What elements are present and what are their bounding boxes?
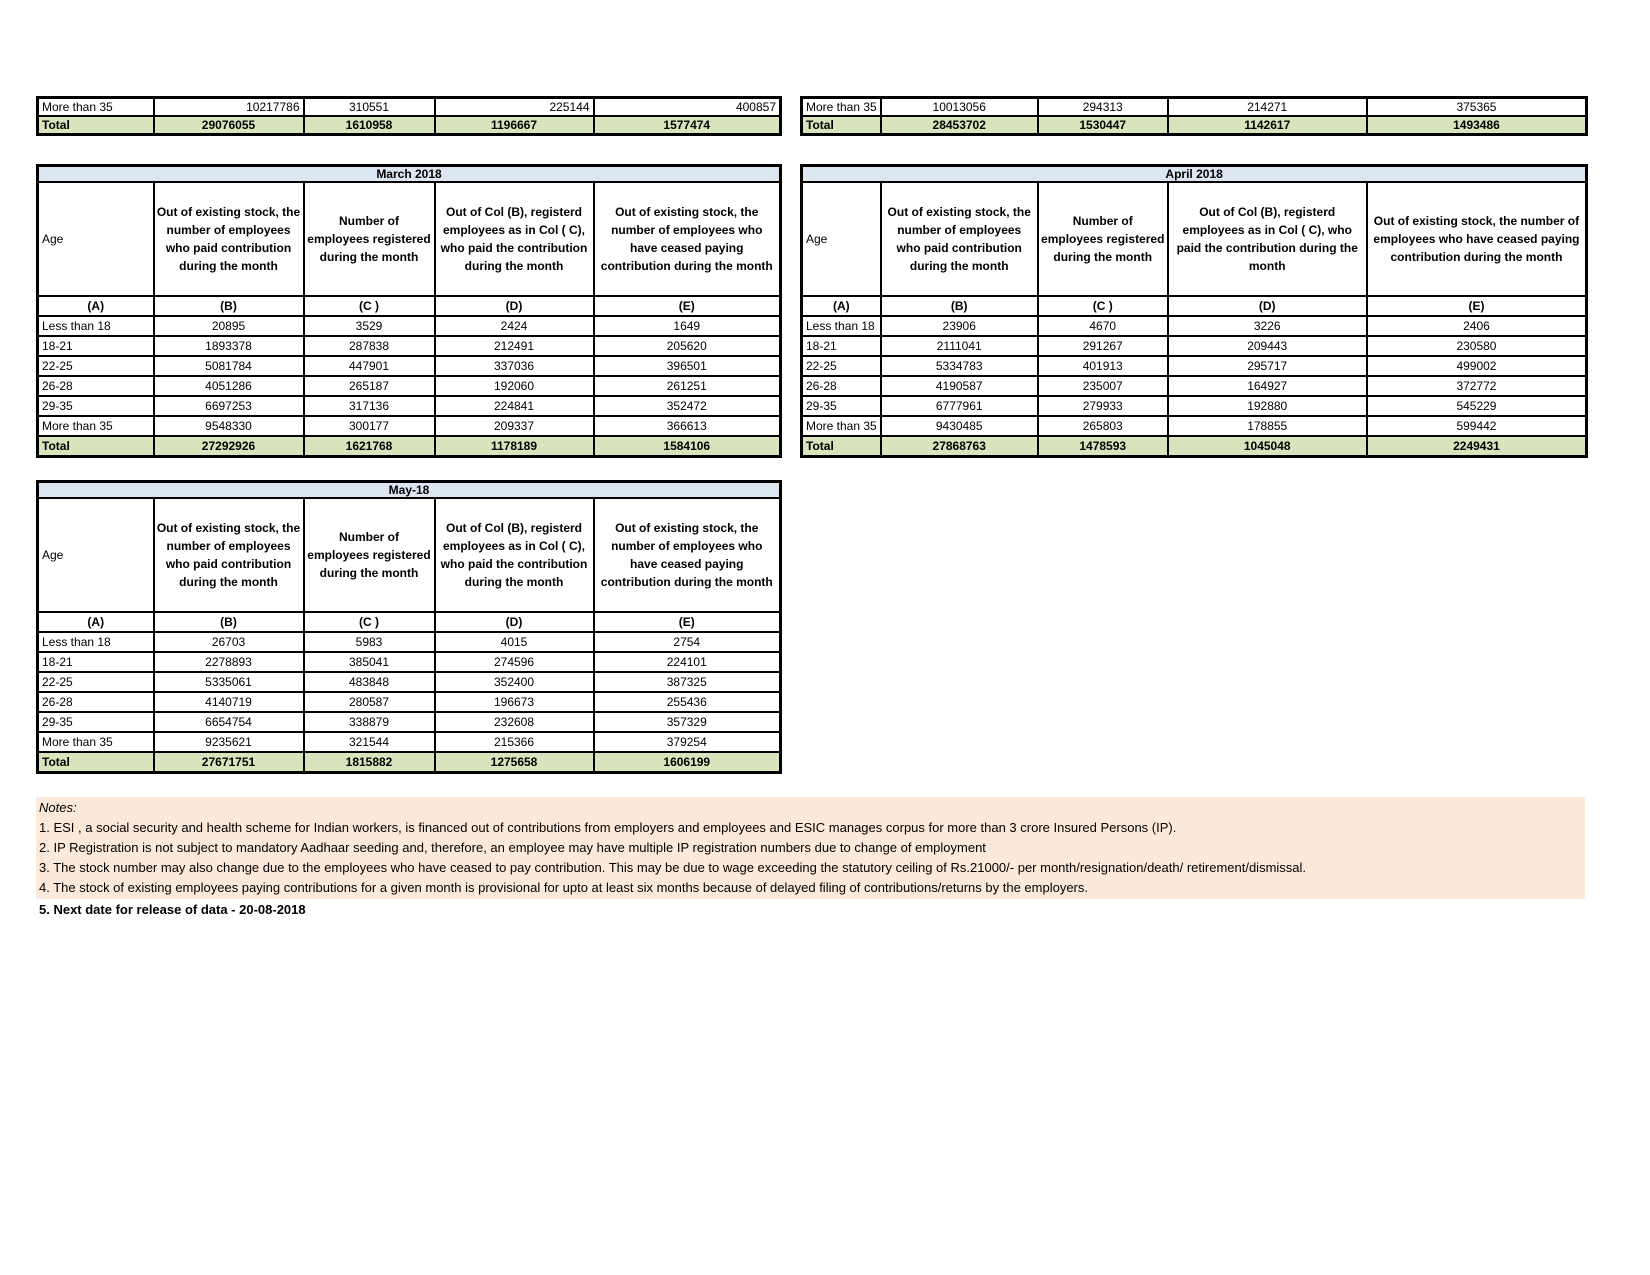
value-cell: 10013056 xyxy=(881,98,1038,117)
table-title-row xyxy=(802,166,1587,183)
column-letter: (C ) xyxy=(304,612,435,632)
column-header-c: Number of employees registered during the month xyxy=(304,182,435,296)
value-cell: 164927 xyxy=(1168,376,1367,396)
table-row xyxy=(38,632,781,652)
value-cell: 2754 xyxy=(594,632,781,652)
total-value: 1577474 xyxy=(594,116,781,135)
total-value: 27868763 xyxy=(881,436,1038,457)
value-cell: 2278893 xyxy=(154,652,304,672)
table-row xyxy=(38,336,781,356)
total-value: 1493486 xyxy=(1367,116,1587,135)
value-cell: 214271 xyxy=(1168,98,1367,117)
age-cell: 29-35 xyxy=(38,712,154,732)
total-row xyxy=(38,752,781,773)
total-value: 29076055 xyxy=(154,116,304,135)
value-cell: 178855 xyxy=(1168,416,1367,436)
value-cell: 291267 xyxy=(1038,336,1168,356)
table-title: March 2018 xyxy=(38,166,781,183)
table-row xyxy=(38,356,781,376)
table-title-row xyxy=(38,482,781,499)
value-cell: 385041 xyxy=(304,652,435,672)
value-cell: 396501 xyxy=(594,356,781,376)
value-cell: 3529 xyxy=(304,316,435,336)
column-letter: (C ) xyxy=(304,296,435,316)
value-cell: 23906 xyxy=(881,316,1038,336)
column-letter: (A) xyxy=(38,296,154,316)
age-cell: 22-25 xyxy=(38,356,154,376)
value-cell: 192880 xyxy=(1168,396,1367,416)
note-line-2: 2. IP Registration is not subject to mandatory Aadhaar seeding and, therefore, an employee may have multiple IP registration numbers due to change of employment xyxy=(39,840,986,855)
table-row xyxy=(802,396,1587,416)
column-header-age: Age xyxy=(38,498,154,612)
value-cell: 9548330 xyxy=(154,416,304,436)
total-value: 27292926 xyxy=(154,436,304,457)
note-line-4: 4. The stock of existing employees paying contributions for a given month is provisional for upto at least six months because of delayed filing of contributions/returns by the employers. xyxy=(39,880,1088,895)
value-cell: 599442 xyxy=(1367,416,1587,436)
column-letter: (E) xyxy=(594,612,781,632)
value-cell: 2406 xyxy=(1367,316,1587,336)
column-letter-row xyxy=(38,612,781,632)
age-cell: Less than 18 xyxy=(802,316,881,336)
age-cell: 22-25 xyxy=(802,356,881,376)
value-cell: 321544 xyxy=(304,732,435,752)
value-cell: 224841 xyxy=(435,396,594,416)
value-cell: 483848 xyxy=(304,672,435,692)
column-header-d: Out of Col (B), registerd employees as in Col ( C), who paid the contribution during the month xyxy=(1168,182,1367,296)
value-cell: 545229 xyxy=(1367,396,1587,416)
table-row xyxy=(802,356,1587,376)
column-header-e: Out of existing stock, the number of employees who have ceased paying contribution during the month xyxy=(594,498,781,612)
value-cell: 209443 xyxy=(1168,336,1367,356)
column-header-age: Age xyxy=(38,182,154,296)
total-label: Total xyxy=(802,436,881,457)
table-row xyxy=(38,672,781,692)
column-header-row xyxy=(802,182,1587,296)
total-row xyxy=(38,436,781,457)
table-row xyxy=(38,316,781,336)
column-letter: (D) xyxy=(1168,296,1367,316)
total-label: Total xyxy=(802,116,881,135)
total-label: Total xyxy=(38,116,154,135)
note-line-3: 3. The stock number may also change due to the employees who have ceased to pay contribution. This may be due to wage exceeding the statutory ceiling of Rs.21000/- per month/resignation/death/ retirement/dismissal. xyxy=(39,860,1307,875)
value-cell: 4670 xyxy=(1038,316,1168,336)
value-cell: 300177 xyxy=(304,416,435,436)
age-cell: More than 35 xyxy=(38,732,154,752)
value-cell: 274596 xyxy=(435,652,594,672)
value-cell: 447901 xyxy=(304,356,435,376)
column-header-b: Out of existing stock, the number of employees who paid contribution during the month xyxy=(154,182,304,296)
value-cell: 5335061 xyxy=(154,672,304,692)
total-value: 1045048 xyxy=(1168,436,1367,457)
value-cell: 295717 xyxy=(1168,356,1367,376)
value-cell: 372772 xyxy=(1367,376,1587,396)
column-header-b: Out of existing stock, the number of employees who paid contribution during the month xyxy=(154,498,304,612)
strip-table-right xyxy=(800,96,1588,136)
value-cell: 26703 xyxy=(154,632,304,652)
value-cell: 357329 xyxy=(594,712,781,732)
table-row xyxy=(38,98,781,117)
column-letter: (D) xyxy=(435,612,594,632)
value-cell: 310551 xyxy=(304,98,435,117)
notes-heading: Notes: xyxy=(39,800,77,815)
value-cell: 280587 xyxy=(304,692,435,712)
value-cell: 294313 xyxy=(1038,98,1168,117)
value-cell: 265803 xyxy=(1038,416,1168,436)
may-table xyxy=(36,480,782,774)
value-cell: 6777961 xyxy=(881,396,1038,416)
age-cell: Less than 18 xyxy=(38,316,154,336)
column-letter: (B) xyxy=(881,296,1038,316)
age-cell: 18-21 xyxy=(38,336,154,356)
value-cell: 20895 xyxy=(154,316,304,336)
value-cell: 261251 xyxy=(594,376,781,396)
table-row xyxy=(802,416,1587,436)
note-line-1: 1. ESI , a social security and health scheme for Indian workers, is financed out of contributions from employers and employees and ESIC manages corpus for more than 3 crore Insured Persons (IP). xyxy=(39,820,1177,835)
age-cell: 26-28 xyxy=(38,692,154,712)
value-cell: 4140719 xyxy=(154,692,304,712)
value-cell: 1893378 xyxy=(154,336,304,356)
table-row xyxy=(38,416,781,436)
total-value: 1621768 xyxy=(304,436,435,457)
total-value: 1530447 xyxy=(1038,116,1168,135)
age-cell: More than 35 xyxy=(802,416,881,436)
column-letter: (C ) xyxy=(1038,296,1168,316)
value-cell: 352472 xyxy=(594,396,781,416)
total-value: 1178189 xyxy=(435,436,594,457)
total-row xyxy=(38,116,781,135)
value-cell: 317136 xyxy=(304,396,435,416)
value-cell: 1649 xyxy=(594,316,781,336)
age-cell: More than 35 xyxy=(38,416,154,436)
value-cell: 205620 xyxy=(594,336,781,356)
age-cell: 29-35 xyxy=(38,396,154,416)
value-cell: 5081784 xyxy=(154,356,304,376)
value-cell: 225144 xyxy=(435,98,594,117)
column-header-b: Out of existing stock, the number of employees who paid contribution during the month xyxy=(881,182,1038,296)
age-cell: More than 35 xyxy=(802,98,881,117)
value-cell: 192060 xyxy=(435,376,594,396)
strip-table-left xyxy=(36,96,782,136)
total-value: 1142617 xyxy=(1168,116,1367,135)
column-letter: (D) xyxy=(435,296,594,316)
table-row xyxy=(38,732,781,752)
table-row xyxy=(38,652,781,672)
value-cell: 337036 xyxy=(435,356,594,376)
age-cell: More than 35 xyxy=(38,98,154,117)
age-cell: 29-35 xyxy=(802,396,881,416)
value-cell: 2424 xyxy=(435,316,594,336)
column-letter: (B) xyxy=(154,296,304,316)
april-table xyxy=(800,164,1588,458)
march-table xyxy=(36,164,782,458)
value-cell: 499002 xyxy=(1367,356,1587,376)
column-letter-row xyxy=(802,296,1587,316)
value-cell: 265187 xyxy=(304,376,435,396)
value-cell: 10217786 xyxy=(154,98,304,117)
column-header-e: Out of existing stock, the number of employees who have ceased paying contribution during the month xyxy=(1367,182,1587,296)
value-cell: 232608 xyxy=(435,712,594,732)
value-cell: 287838 xyxy=(304,336,435,356)
total-value: 1196667 xyxy=(435,116,594,135)
value-cell: 401913 xyxy=(1038,356,1168,376)
table-row xyxy=(802,316,1587,336)
value-cell: 2111041 xyxy=(881,336,1038,356)
value-cell: 4190587 xyxy=(881,376,1038,396)
table-title-row xyxy=(38,166,781,183)
age-cell: 26-28 xyxy=(802,376,881,396)
value-cell: 379254 xyxy=(594,732,781,752)
value-cell: 375365 xyxy=(1367,98,1587,117)
column-header-row xyxy=(38,498,781,612)
column-header-row xyxy=(38,182,781,296)
age-cell: 26-28 xyxy=(38,376,154,396)
value-cell: 366613 xyxy=(594,416,781,436)
column-letter: (B) xyxy=(154,612,304,632)
column-header-e: Out of existing stock, the number of employees who have ceased paying contribution during the month xyxy=(594,182,781,296)
column-header-d: Out of Col (B), registerd employees as in Col ( C), who paid the contribution during the month xyxy=(435,498,594,612)
table-title: May-18 xyxy=(38,482,781,499)
value-cell: 9430485 xyxy=(881,416,1038,436)
column-letter: (A) xyxy=(802,296,881,316)
total-value: 1275658 xyxy=(435,752,594,773)
value-cell: 224101 xyxy=(594,652,781,672)
value-cell: 279933 xyxy=(1038,396,1168,416)
value-cell: 6654754 xyxy=(154,712,304,732)
value-cell: 196673 xyxy=(435,692,594,712)
notes-section xyxy=(36,797,1585,920)
column-header-c: Number of employees registered during the month xyxy=(1038,182,1168,296)
value-cell: 4051286 xyxy=(154,376,304,396)
total-label: Total xyxy=(38,752,154,773)
column-letter: (A) xyxy=(38,612,154,632)
age-cell: Less than 18 xyxy=(38,632,154,652)
value-cell: 3226 xyxy=(1168,316,1367,336)
table-row xyxy=(38,712,781,732)
column-header-age: Age xyxy=(802,182,881,296)
age-cell: 18-21 xyxy=(802,336,881,356)
value-cell: 235007 xyxy=(1038,376,1168,396)
table-row xyxy=(802,98,1587,117)
value-cell: 4015 xyxy=(435,632,594,652)
value-cell: 352400 xyxy=(435,672,594,692)
value-cell: 230580 xyxy=(1367,336,1587,356)
notes-highlight-block xyxy=(36,797,1585,899)
column-letter: (E) xyxy=(1367,296,1587,316)
total-label: Total xyxy=(38,436,154,457)
table-row xyxy=(38,396,781,416)
value-cell: 400857 xyxy=(594,98,781,117)
total-value: 1815882 xyxy=(304,752,435,773)
table-row xyxy=(802,376,1587,396)
value-cell: 212491 xyxy=(435,336,594,356)
value-cell: 387325 xyxy=(594,672,781,692)
total-value: 2249431 xyxy=(1367,436,1587,457)
value-cell: 9235621 xyxy=(154,732,304,752)
total-value: 28453702 xyxy=(881,116,1038,135)
table-row xyxy=(38,692,781,712)
value-cell: 209337 xyxy=(435,416,594,436)
total-row xyxy=(802,436,1587,457)
total-value: 1606199 xyxy=(594,752,781,773)
value-cell: 338879 xyxy=(304,712,435,732)
column-header-c: Number of employees registered during the month xyxy=(304,498,435,612)
table-row xyxy=(38,376,781,396)
table-row xyxy=(802,336,1587,356)
total-value: 1584106 xyxy=(594,436,781,457)
value-cell: 6697253 xyxy=(154,396,304,416)
value-cell: 5983 xyxy=(304,632,435,652)
value-cell: 255436 xyxy=(594,692,781,712)
value-cell: 5334783 xyxy=(881,356,1038,376)
column-header-d: Out of Col (B), registerd employees as in Col ( C), who paid the contribution during the month xyxy=(435,182,594,296)
table-title: April 2018 xyxy=(802,166,1587,183)
release-date-note: 5. Next date for release of data - 20-08-2018 xyxy=(39,902,306,917)
value-cell: 215366 xyxy=(435,732,594,752)
total-value: 1610958 xyxy=(304,116,435,135)
column-letter: (E) xyxy=(594,296,781,316)
column-letter-row xyxy=(38,296,781,316)
total-value: 27671751 xyxy=(154,752,304,773)
age-cell: 22-25 xyxy=(38,672,154,692)
total-value: 1478593 xyxy=(1038,436,1168,457)
age-cell: 18-21 xyxy=(38,652,154,672)
total-row xyxy=(802,116,1587,135)
